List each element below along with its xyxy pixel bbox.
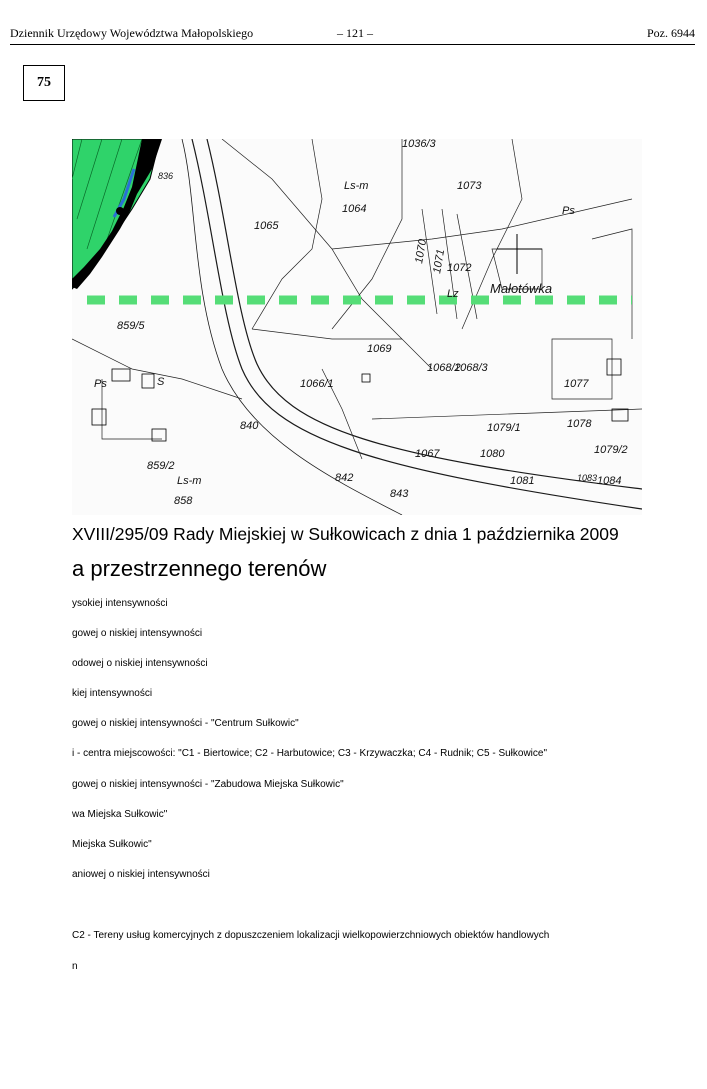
legend-item: n <box>72 961 78 972</box>
parcel-label: 1071 <box>431 248 448 275</box>
parcel-label: 1068/2 <box>427 362 461 374</box>
parcel-label: 1079/1 <box>487 422 521 434</box>
parcel-label: 1064 <box>342 203 367 215</box>
legend-item: odowej o niskiej intensywności <box>72 658 208 669</box>
legend-item: Miejska Sułkowic" <box>72 839 152 850</box>
parcel-label: 1077 <box>564 378 589 390</box>
parcel-label: 836 <box>158 171 174 181</box>
parcel-label: 859/5 <box>117 320 145 332</box>
parcel-label: 1069 <box>367 343 392 355</box>
parcel-label: 1067 <box>415 448 440 460</box>
parcel-label: 1068/3 <box>454 362 488 374</box>
parcel-label: 859/2 <box>147 460 175 472</box>
parcel-label: Ps <box>94 378 107 390</box>
parcel-label: Małotówka <box>490 281 553 296</box>
legend-item: wa Miejska Sułkowic" <box>72 809 168 820</box>
parcel-label: Ls-m <box>177 475 202 487</box>
parcel-label: 842 <box>335 472 354 484</box>
legend-item: aniowej o niskiej intensywności <box>72 869 210 880</box>
parcel-label: 1065 <box>254 220 279 232</box>
parcel-label: 1084 <box>597 475 622 487</box>
page-number: – 121 – <box>337 26 373 40</box>
legend-item: gowej o niskiej intensywności - "Zabudowa Miejska Sułkowic" <box>72 779 344 790</box>
journal-title: Dziennik Urzędowy Województwa Małopolskiego <box>10 26 254 40</box>
legend-item: gowej o niskiej intensywności <box>72 628 203 639</box>
parcel-label: 1080 <box>480 448 505 460</box>
parcel-label: Ls-m <box>344 180 369 192</box>
parcel-label: Lz <box>447 288 459 300</box>
legend-item: kiej intensywności <box>72 688 153 699</box>
cadastral-map <box>72 139 642 515</box>
parcel-label: S <box>157 376 165 388</box>
parcel-label: 1070 <box>413 238 430 265</box>
legend-item: C2 - Tereny usług komercyjnych z dopuszczeniem lokalizacji wielkopowierzchniowych obiektów handlowych <box>72 930 550 941</box>
parcel-label: 858 <box>174 495 193 507</box>
parcel-label: 1078 <box>567 418 592 430</box>
page-header <box>10 26 695 45</box>
parcel-label: 1079/2 <box>594 444 628 456</box>
map-title-caption: a przestrzennego terenów <box>72 556 327 581</box>
parcel-label: Ps <box>562 205 575 217</box>
legend-item: gowej o niskiej intensywności - "Centrum Sułkowic" <box>72 718 299 729</box>
legend-item: i - centra miejscowości: "C1 - Biertowice; C2 - Harbutowice; C3 - Krzywaczka; C4 - Rudnik; C5 - Sułkowice" <box>72 748 548 759</box>
parcel-label: 843 <box>390 488 409 500</box>
parcel-label: 1072 <box>447 262 472 274</box>
legend-item: ysokiej intensywności <box>72 598 168 609</box>
attachment-number: 75 <box>37 75 51 90</box>
parcel-label: 1066/1 <box>300 378 334 390</box>
resolution-caption: XVIII/295/09 Rady Miejskiej w Sułkowicach z dnia 1 października 2009 <box>72 524 619 544</box>
parcel-label: 1073 <box>457 180 482 192</box>
parcel-label: 1081 <box>510 475 535 487</box>
position-number: Poz. 6944 <box>647 26 695 40</box>
parcel-label: 840 <box>240 420 259 432</box>
parcel-label: 1036/3 <box>402 139 436 150</box>
parcel-label: 1083 <box>577 473 598 483</box>
attachment-number-box <box>23 65 65 101</box>
